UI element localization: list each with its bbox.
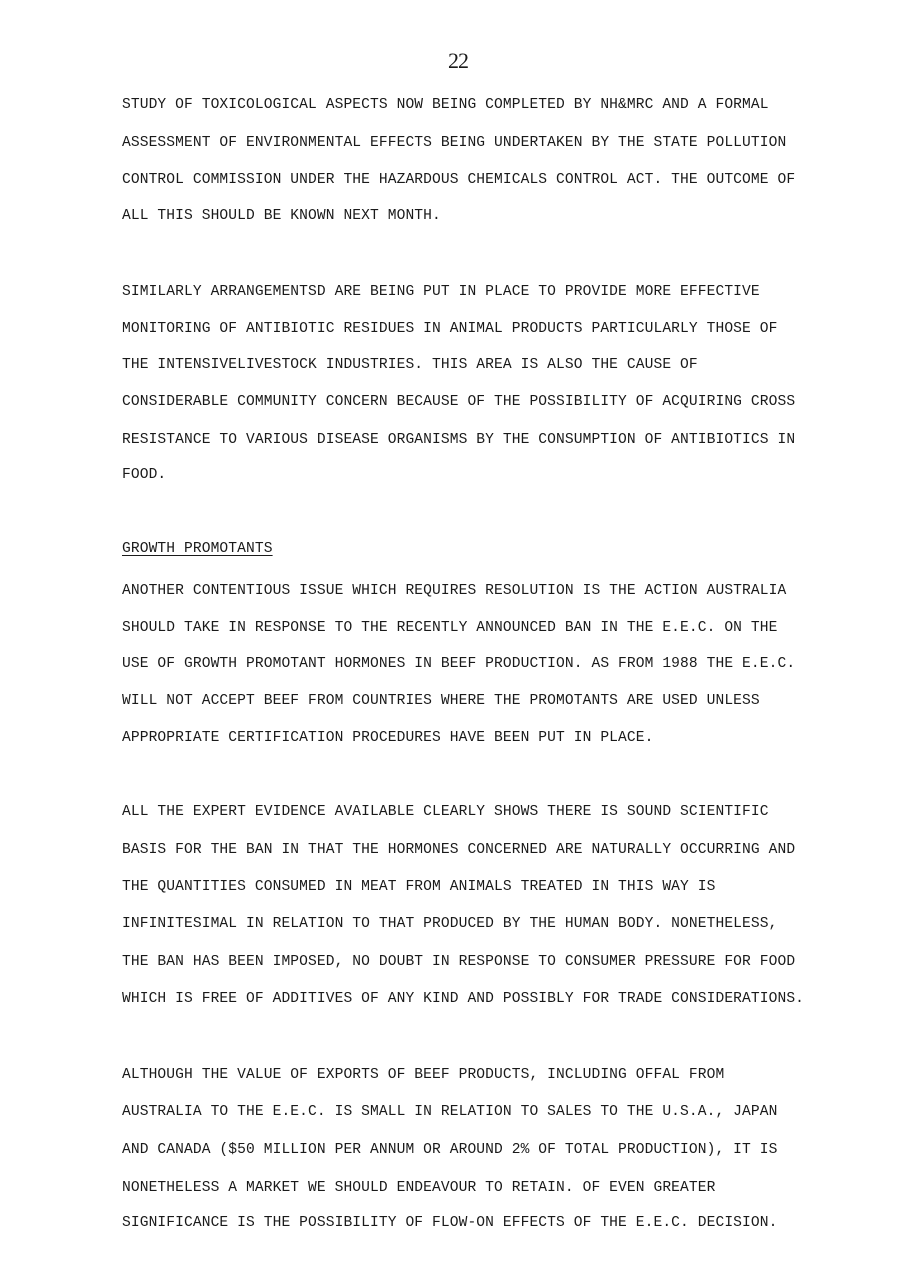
paragraph-2-line-5: RESISTANCE TO VARIOUS DISEASE ORGANISMS BY THE CONSUMPTION OF ANTIBIOTICS IN [122, 432, 796, 448]
paragraph-1-line-4: ALL THIS SHOULD BE KNOWN NEXT MONTH. [122, 208, 441, 224]
paragraph-5-line-1: ALTHOUGH THE VALUE OF EXPORTS OF BEEF PRODUCTS, INCLUDING OFFAL FROM [122, 1067, 725, 1083]
paragraph-1-line-2: ASSESSMENT OF ENVIRONMENTAL EFFECTS BEING UNDERTAKEN BY THE STATE POLLUTION [122, 135, 787, 151]
paragraph-5-line-5: SIGNIFICANCE IS THE POSSIBILITY OF FLOW-ON EFFECTS OF THE E.E.C. DECISION. [122, 1215, 778, 1231]
paragraph-3-line-4: WILL NOT ACCEPT BEEF FROM COUNTRIES WHERE THE PROMOTANTS ARE USED UNLESS [122, 693, 760, 709]
paragraph-4-line-3: THE QUANTITIES CONSUMED IN MEAT FROM ANIMALS TREATED IN THIS WAY IS [122, 879, 716, 895]
paragraph-1-line-3: CONTROL COMMISSION UNDER THE HAZARDOUS CHEMICALS CONTROL ACT. THE OUTCOME OF [122, 172, 796, 188]
page-number: 22 [448, 48, 468, 73]
section-heading: GROWTH PROMOTANTS [122, 541, 273, 557]
paragraph-2-line-4: CONSIDERABLE COMMUNITY CONCERN BECAUSE OF THE POSSIBILITY OF ACQUIRING CROSS [122, 394, 796, 410]
paragraph-5-line-4: NONETHELESS A MARKET WE SHOULD ENDEAVOUR TO RETAIN. OF EVEN GREATER [122, 1180, 716, 1196]
paragraph-1-line-1: STUDY OF TOXICOLOGICAL ASPECTS NOW BEING COMPLETED BY NH&MRC AND A FORMAL [122, 97, 769, 113]
paragraph-4-line-4: INFINITESIMAL IN RELATION TO THAT PRODUCED BY THE HUMAN BODY. NONETHELESS, [122, 916, 778, 932]
paragraph-5-line-3: AND CANADA ($50 MILLION PER ANNUM OR AROUND 2% OF TOTAL PRODUCTION), IT IS [122, 1142, 778, 1158]
paragraph-3-line-1: ANOTHER CONTENTIOUS ISSUE WHICH REQUIRES RESOLUTION IS THE ACTION AUSTRALIA [122, 583, 787, 599]
paragraph-3-line-3: USE OF GROWTH PROMOTANT HORMONES IN BEEF PRODUCTION. AS FROM 1988 THE E.E.C. [122, 656, 796, 672]
paragraph-2-line-3: THE INTENSIVELIVESTOCK INDUSTRIES. THIS AREA IS ALSO THE CAUSE OF [122, 357, 698, 373]
paragraph-2-line-2: MONITORING OF ANTIBIOTIC RESIDUES IN ANIMAL PRODUCTS PARTICULARLY THOSE OF [122, 321, 778, 337]
paragraph-2-line-6: FOOD. [122, 467, 167, 483]
paragraph-4-line-2: BASIS FOR THE BAN IN THAT THE HORMONES CONCERNED ARE NATURALLY OCCURRING AND [122, 842, 796, 858]
paragraph-3-line-2: SHOULD TAKE IN RESPONSE TO THE RECENTLY ANNOUNCED BAN IN THE E.E.C. ON THE [122, 620, 778, 636]
paragraph-5-line-2: AUSTRALIA TO THE E.E.C. IS SMALL IN RELATION TO SALES TO THE U.S.A., JAPAN [122, 1104, 778, 1120]
paragraph-2-line-1: SIMILARLY ARRANGEMENTSD ARE BEING PUT IN PLACE TO PROVIDE MORE EFFECTIVE [122, 284, 760, 300]
paragraph-4-line-1: ALL THE EXPERT EVIDENCE AVAILABLE CLEARLY SHOWS THERE IS SOUND SCIENTIFIC [122, 804, 769, 820]
paragraph-3-line-5: APPROPRIATE CERTIFICATION PROCEDURES HAVE BEEN PUT IN PLACE. [122, 730, 654, 746]
paragraph-4-line-5: THE BAN HAS BEEN IMPOSED, NO DOUBT IN RESPONSE TO CONSUMER PRESSURE FOR FOOD [122, 954, 796, 970]
paragraph-4-line-6: WHICH IS FREE OF ADDITIVES OF ANY KIND AND POSSIBLY FOR TRADE CONSIDERATIONS. [122, 991, 805, 1007]
